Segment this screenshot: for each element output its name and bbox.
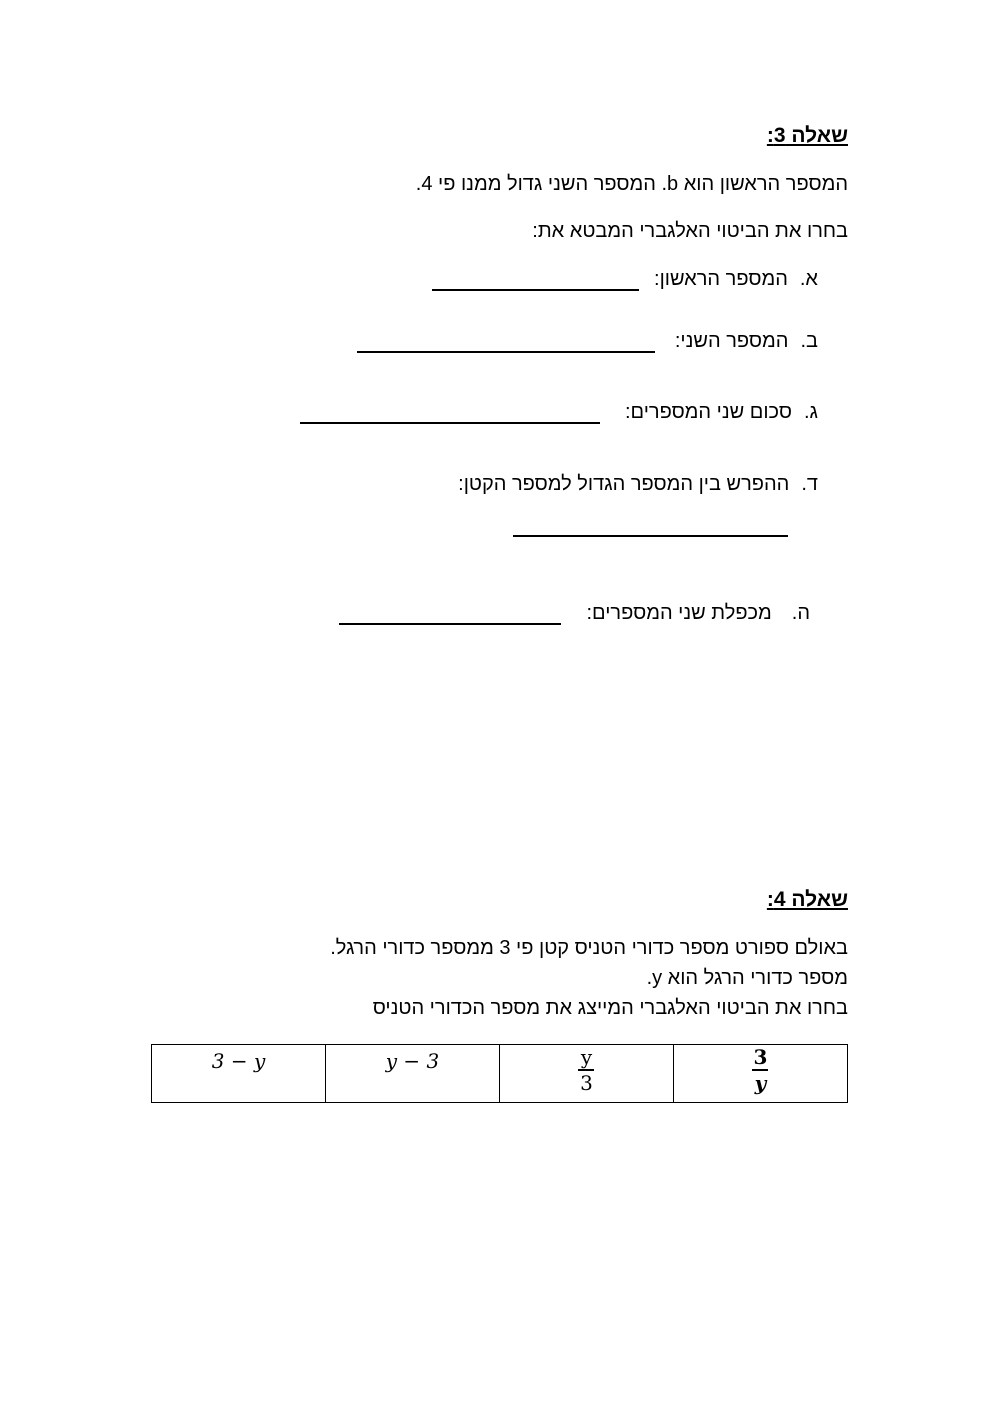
- item-h-label: מכפלת שני המספרים:: [586, 602, 772, 624]
- answer-options-row: [152, 1045, 848, 1103]
- answer-blank-h[interactable]: [339, 623, 561, 625]
- item-h-marker: ה.: [791, 602, 810, 624]
- item-g-marker: ג.: [803, 401, 818, 423]
- option-expression: 3 − 𝑦: [211, 1049, 266, 1073]
- answer-blank-a[interactable]: [432, 289, 639, 291]
- question-4-line-3: בחרו את הביטוי האלגברי המייצג את מספר הכדורי הטניס: [372, 997, 848, 1019]
- fraction-denominator: 𝒚: [754, 1070, 767, 1095]
- answer-options-table: [151, 1044, 848, 1103]
- item-a-label: המספר הראשון:: [654, 268, 788, 290]
- item-b-marker: ב.: [800, 330, 818, 352]
- item-b-label: המספר השני:: [674, 330, 789, 352]
- question-4-line-1: באולם ספורט מספר כדורי הטניס קטן פי 3 ממספר כדורי הרגל.: [330, 937, 848, 959]
- item-g-label: סכום שני המספרים:: [624, 401, 792, 423]
- option-3-minus-y[interactable]: [152, 1045, 326, 1103]
- answer-blank-b[interactable]: [357, 351, 655, 353]
- option-3-over-y[interactable]: [674, 1045, 848, 1103]
- option-y-minus-3[interactable]: [326, 1045, 500, 1103]
- answer-blank-g[interactable]: [300, 422, 600, 424]
- item-d: [458, 472, 818, 496]
- question-4-line-2: מספר כדורי הרגל הוא y.: [646, 967, 848, 989]
- fraction-numerator: 3: [753, 1045, 768, 1069]
- item-h: [586, 601, 810, 625]
- item-d-marker: ד.: [801, 473, 818, 495]
- fraction: [752, 1047, 770, 1093]
- item-a: [654, 267, 818, 291]
- question-3-heading: שאלה 3:: [766, 124, 848, 147]
- option-expression: 𝑦 − 3: [385, 1049, 440, 1073]
- fraction-denominator: 3: [580, 1070, 593, 1095]
- item-d-label: ההפרש בין המספר הגדול למספר הקטן:: [458, 473, 790, 495]
- fraction-numerator: y: [580, 1045, 593, 1069]
- question-3-intro: המספר הראשון הוא b. המספר השני גדול ממנו פי 4.: [415, 173, 848, 195]
- option-y-over-3[interactable]: [500, 1045, 674, 1103]
- item-g: [625, 400, 818, 424]
- item-b: [675, 329, 818, 353]
- item-a-marker: א.: [799, 268, 818, 290]
- question-3-instruction: בחרו את הביטוי האלגברי המבטא את:: [532, 220, 848, 242]
- fraction: [578, 1047, 595, 1093]
- answer-blank-d[interactable]: [513, 535, 788, 537]
- question-4-heading: שאלה 4:: [766, 888, 848, 911]
